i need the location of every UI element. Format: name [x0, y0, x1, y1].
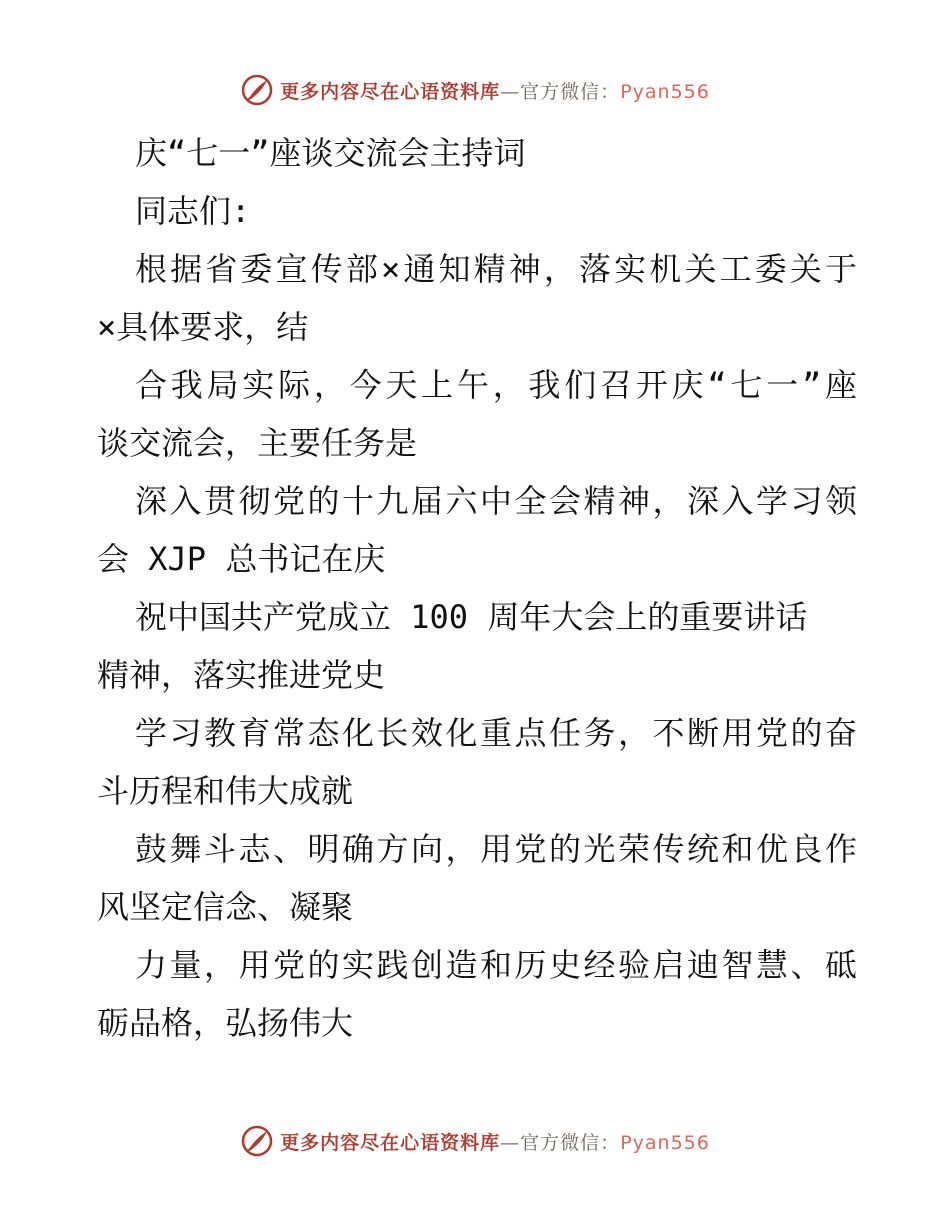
paragraph-line: 精神，落实推进党史 [97, 656, 386, 694]
paragraph-line: 合我局实际，今天上午，我们召开庆“七一”座 [135, 366, 857, 404]
quill-logo-icon [240, 1124, 274, 1158]
salutation: 同志们: [135, 192, 251, 230]
document-title: 庆“七一”座谈交流会主持词 [135, 134, 526, 172]
watermark-wechat-id: Pyan556 [620, 1131, 710, 1154]
paragraph-line: 会 XJP 总书记在庆 [97, 540, 386, 578]
paragraph-line: 根据省委宣传部×通知精神，落实机关工委关于 [135, 250, 857, 288]
paragraph-line: 学习教育常态化长效化重点任务，不断用党的奋 [135, 714, 857, 752]
paragraph-line: 力量，用党的实践创造和历史经验启迪智慧、砥 [135, 946, 857, 984]
watermark-sub-text: 官方微信： [520, 80, 621, 103]
paragraph-line: 深入贯彻党的十九届六中全会精神，深入学习领 [135, 482, 857, 520]
watermark-dash: — [500, 1131, 521, 1154]
footer-watermark [0, 1121, 950, 1161]
watermark-main-text: 更多内容尽在心语资料库 [280, 1131, 501, 1154]
paragraph-line: 鼓舞斗志、明确方向，用党的光荣传统和优良作 [135, 830, 857, 868]
paragraph-line: 风坚定信念、凝聚 [97, 888, 354, 926]
paragraph-line: 砺品格，弘扬伟大 [97, 1004, 354, 1042]
header-watermark [0, 70, 950, 110]
document-body [97, 124, 857, 1052]
paragraph-line: ×具体要求，结 [97, 308, 309, 346]
watermark-dash: — [500, 80, 521, 103]
watermark-sub-text: 官方微信： [520, 1131, 621, 1154]
watermark-wechat-id: Pyan556 [620, 80, 710, 103]
paragraph-line: 祝中国共产党成立 100 周年大会上的重要讲话 [135, 598, 808, 636]
paragraph-line: 谈交流会，主要任务是 [97, 424, 418, 462]
watermark-main-text: 更多内容尽在心语资料库 [280, 80, 501, 103]
paragraph-line: 斗历程和伟大成就 [97, 772, 354, 810]
quill-logo-icon [240, 73, 274, 107]
